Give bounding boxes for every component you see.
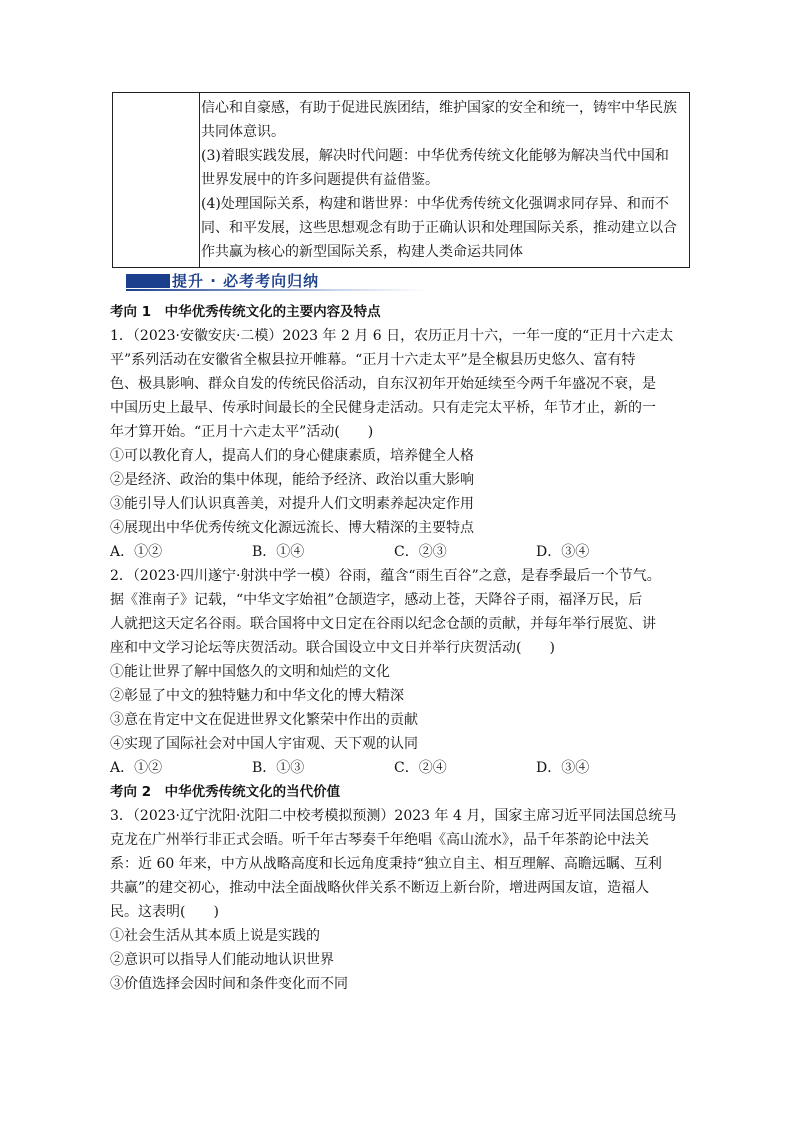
table-column-divider — [199, 93, 200, 267]
question-option: ②意识可以指导人们能动地认识世界 — [110, 952, 334, 968]
banner-title: 提升 · 必考考向归纳 — [172, 272, 320, 290]
answer-choices — [110, 540, 695, 564]
choice-c: C．②④ — [394, 760, 447, 776]
question-option: ③意在肯定中文在促进世界文化繁荣中作出的贡献 — [110, 712, 418, 728]
banner-bar-decoration — [126, 274, 170, 288]
question-1 — [110, 324, 695, 564]
question-stem-line: 3．（2023·辽宁沈阳·沈阳二中校考模拟预测）2023 年 4 月，国家主席习近平同法国总统马 — [110, 808, 677, 824]
question-stem-line: 克龙在广州举行非正式会晤。听千年古琴奏千年绝唱《高山流水》，品千年茶韵论中法关 — [110, 832, 649, 848]
question-option: ①可以教化育人，提高人们的身心健康素质，培养健全人格 — [110, 448, 474, 464]
section-banner — [112, 270, 432, 292]
choice-a: A．①② — [110, 760, 163, 776]
choice-d: D．③④ — [536, 544, 590, 560]
question-stem-line: 中国历史上最早、传承时间最长的全民健身走活动。只有走完太平桥，年节才止，新的一 — [110, 400, 656, 416]
question-option: ①社会生活从其本质上说是实践的 — [110, 928, 320, 944]
choice-b: B．①④ — [252, 544, 305, 560]
question-option: ③价值选择会因时间和条件变化而不同 — [110, 976, 348, 992]
question-stem-line: 系：近 60 年来，中方从战略高度和长远角度秉持“独立自主、相互理解、高瞻远瞩、互利 — [110, 856, 662, 872]
section-heading-2: 考向 2 中华优秀传统文化的当代价值 — [110, 784, 341, 800]
choice-a: A．①② — [110, 544, 163, 560]
content-table-fragment — [112, 92, 690, 268]
section-heading-1: 考向 1 中华优秀传统文化的主要内容及特点 — [110, 304, 381, 320]
choice-c: C．②③ — [394, 544, 447, 560]
question-2 — [110, 564, 695, 780]
table-line: 信心和自豪感，有助于促进民族团结，维护国家的安全和统一，铸牢中华民族 — [201, 100, 677, 116]
answer-choices — [110, 756, 695, 780]
table-line: (4)处理国际关系，构建和谐世界：中华优秀传统文化强调求同存异、和而不 — [201, 196, 669, 212]
question-stem-line: 年才算开始。“正月十六走太平”活动( ) — [110, 424, 374, 440]
question-stem-line: 座和中文学习论坛等庆贺活动。联合国设立中文日并举行庆贺活动( ) — [110, 640, 555, 656]
question-3 — [110, 804, 695, 996]
question-option: ④展现出中华优秀传统文化源远流长、博大精深的主要特点 — [110, 520, 474, 536]
question-stem-line: 1．（2023·安徽安庆·二模）2023 年 2 月 6 日，农历正月十六，一年一度的“正月十六走太 — [110, 328, 674, 344]
main-content — [110, 300, 695, 996]
table-line: (3)着眼实践发展，解决时代问题：中华优秀传统文化能够为解决当代中国和 — [201, 148, 669, 164]
question-stem-line: 2．（2023·四川遂宁·射洪中学一模）谷雨，蕴含“雨生百谷”之意，是春季最后一个节气。 — [110, 568, 661, 584]
question-stem-line: 据《淮南子》记载，“中华文字始祖”仓颉造字，感动上苍，天降谷子雨，福泽万民，后 — [110, 592, 643, 608]
question-stem-line: 共赢”的建交初心，推动中法全面战略伙伴关系不断迈上新台阶，增进两国友谊，造福人 — [110, 880, 650, 896]
question-stem-line: 色、极具影响、群众自发的传统民俗活动，自东汉初年开始延续至今两千年盛况不衰，是 — [110, 376, 656, 392]
table-line: 共同体意识。 — [201, 124, 285, 140]
choice-d: D．③④ — [536, 760, 590, 776]
question-option: ②是经济、政治的集中体现，能给予经济、政治以重大影响 — [110, 472, 474, 488]
question-option: ①能让世界了解中国悠久的文明和灿烂的文化 — [110, 664, 390, 680]
question-stem-line: 民。这表明( ) — [110, 904, 219, 920]
table-content-cell — [201, 93, 689, 264]
question-option: ②彰显了中文的独特魅力和中华文化的博大精深 — [110, 688, 404, 704]
table-line: 同、和平发展，这些思想观念有助于正确认识和处理国际关系，推动建立以合 — [201, 220, 677, 236]
question-option: ④实现了国际社会对中国人宇宙观、天下观的认同 — [110, 736, 418, 752]
question-stem-line: 人就把这天定名谷雨。联合国将中文日定在谷雨以纪念仓颉的贡献，并每年举行展览、讲 — [110, 616, 656, 632]
choice-b: B．①③ — [252, 760, 305, 776]
table-line: 作共赢为核心的新型国际关系，构建人类命运共同体 — [201, 244, 523, 260]
question-option: ③能引导人们认识真善美，对提升人们文明素养起决定作用 — [110, 496, 474, 512]
question-stem-line: 平”系列活动在安徽省全椒县拉开帷幕。“正月十六走太平”是全椒县历史悠久、富有特 — [110, 352, 636, 368]
table-line: 世界发展中的许多问题提供有益借鉴。 — [201, 172, 439, 188]
